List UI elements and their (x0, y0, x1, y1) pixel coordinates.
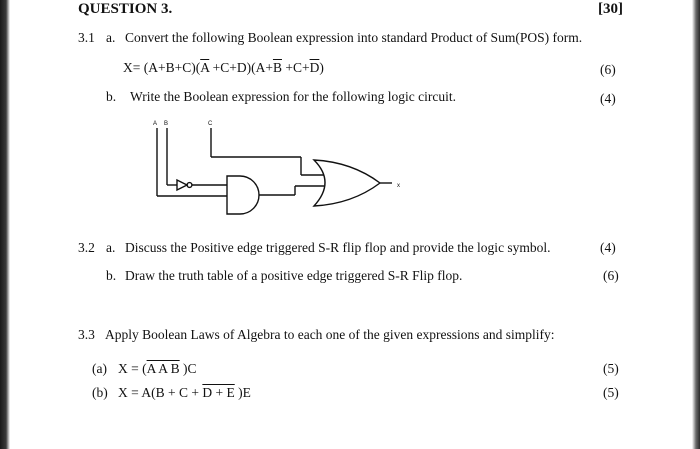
q31a-expr-bbar: $\overline{B}$ (272, 60, 282, 75)
output-x-label: x (397, 183, 400, 189)
q32b-label: b. (106, 268, 117, 283)
q33b-marks: (5) (603, 385, 619, 400)
and-gate (227, 176, 259, 214)
q33-text: Apply Boolean Laws of Algebra to each one of the given expressions and simplify: (105, 327, 555, 342)
question-title: QUESTION 3. (78, 1, 173, 17)
q31a-expr-part4: ) (319, 60, 324, 75)
q32a-text: Discuss the Positive edge triggered S-R flip flop and provide the logic symbol. (125, 240, 551, 255)
q33-number: 3.3 (78, 327, 95, 342)
or-gate (314, 160, 380, 206)
q33a-marks: (5) (603, 361, 619, 376)
q33b-label: (b) (92, 385, 108, 400)
inverter-gate (177, 180, 187, 190)
q32b-text: Draw the truth table of a positive edge triggered S-R Flip flop. (125, 268, 463, 283)
input-a-label: A (153, 121, 158, 127)
q31b-text: Write the Boolean expression for the following logic circuit. (130, 89, 456, 104)
q32a-label: a. (106, 240, 116, 255)
q32a-marks: (4) (600, 240, 616, 255)
q31a-expr-part1: X= (A+B+C)( (123, 60, 201, 75)
q33b-expression (118, 385, 251, 401)
q31a-marks: (6) (600, 62, 616, 77)
q33a-expression (118, 361, 197, 377)
input-c-label: C (208, 121, 213, 127)
q32-number: 3.2 (78, 240, 95, 255)
q31a-label: a. (106, 30, 116, 45)
q33a-expr-overlined: A A B (146, 361, 180, 376)
q31a-expr-abar: $\overline{A}$ (200, 60, 210, 75)
q33a-label: (a) (92, 361, 107, 376)
q33b-expr-overlined: D + E (202, 385, 235, 400)
q31a-expr-dbar: $\overline{D}$ (309, 60, 320, 75)
q33a-expr-part1: X = ( (118, 361, 147, 376)
q32b-marks: (6) (603, 268, 619, 283)
q31b-marks: (4) (600, 91, 616, 106)
q31a-expr-part2: +C+D)(A+ (209, 60, 273, 75)
q33a-expr-part2: )C (179, 361, 197, 376)
q33b-expr-part1: X = A(B + C + (118, 385, 203, 400)
q31a-text: Convert the following Boolean expression into standard Product of Sum(POS) form. (125, 30, 583, 45)
q33b-expr-part2: )E (234, 385, 251, 400)
question-total-marks: [30] (598, 1, 623, 17)
q31b-label: b. (106, 89, 117, 104)
q31a-expr-part3: +C+ (281, 60, 310, 75)
input-b-label: B (164, 121, 169, 127)
q31-number: 3.1 (78, 30, 95, 45)
